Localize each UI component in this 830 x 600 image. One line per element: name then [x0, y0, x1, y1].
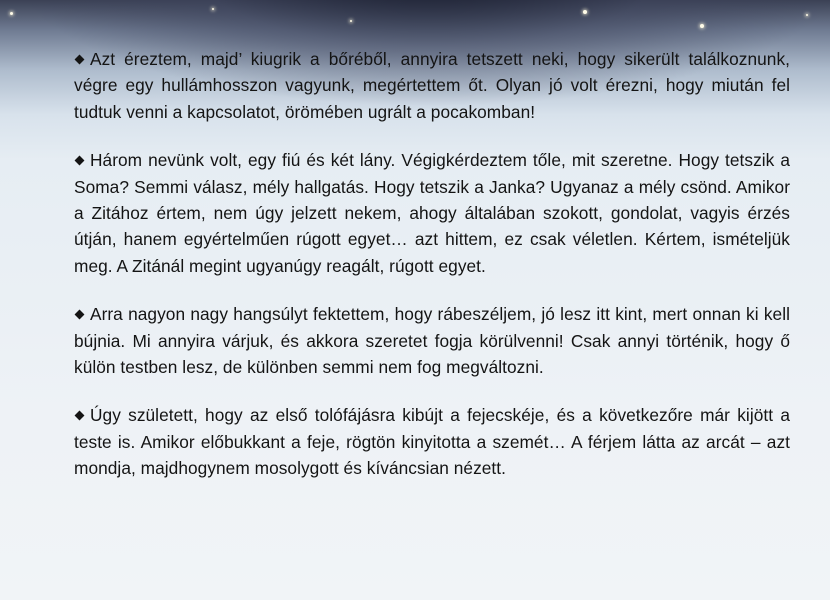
paragraph-text: Úgy született, hogy az első tolófájásra kibújt a fejecskéje, és a következőre már kijött a teste is. Amikor előbukkant a feje, rögtön kinyitotta a szemét… A férjem látta az arcát – azt mondja, majdhogynem mosolygott és kíváncsian nézett.	[74, 405, 790, 479]
star-icon	[350, 20, 352, 22]
star-icon	[583, 10, 587, 14]
paragraph-text: Három nevünk volt, egy fiú és két lány. Végigkérdeztem tőle, mit szeretne. Hogy tetszik a Soma? Semmi válasz, mély hallgatás. Hogy tetszik a Janka? Ugyanaz a mély csönd. Amikor a Zitához értem, nem úgy jelzett nekem, ahogy általában szokott, gondolat, vagyis érzés útján, hanem egyértelműen rúgott egyet… azt hittem, ez csak véletlen. Kértem, ismételjük meg. A Zitánál megint ugyanúgy reagált, rúgott egyet.	[74, 150, 790, 276]
paragraph-text: Azt éreztem, majd’ kiugrik a bőréből, annyira tetszett neki, hogy sikerült találkoznunk, végre egy hullámhosszon vagyunk, megértettem őt. Olyan jó volt érezni, hogy miután fel tudtuk venni a kapcsolatot, örömében ugrált a pocakomban!	[74, 49, 790, 122]
paragraph	[74, 301, 790, 380]
diamond-bullet-icon	[75, 156, 85, 166]
star-icon	[700, 24, 704, 28]
paragraph-text: Arra nagyon nagy hangsúlyt fektettem, hogy rábeszéljem, jó lesz itt kint, mert onnan ki kell bújnia. Mi annyira várjuk, és akkora szeretet fogja körülvenni! Csak annyi történik, hogy ő külön testben lesz, de különben semmi nem fog megváltozni.	[74, 304, 790, 378]
paragraph	[74, 402, 790, 481]
star-icon	[806, 14, 808, 16]
paragraph	[74, 147, 790, 279]
star-icon	[10, 12, 13, 15]
paragraph	[74, 46, 790, 125]
diamond-bullet-icon	[75, 54, 85, 64]
page-text	[74, 46, 790, 504]
star-icon	[212, 8, 214, 10]
diamond-bullet-icon	[75, 310, 85, 320]
diamond-bullet-icon	[75, 411, 85, 421]
